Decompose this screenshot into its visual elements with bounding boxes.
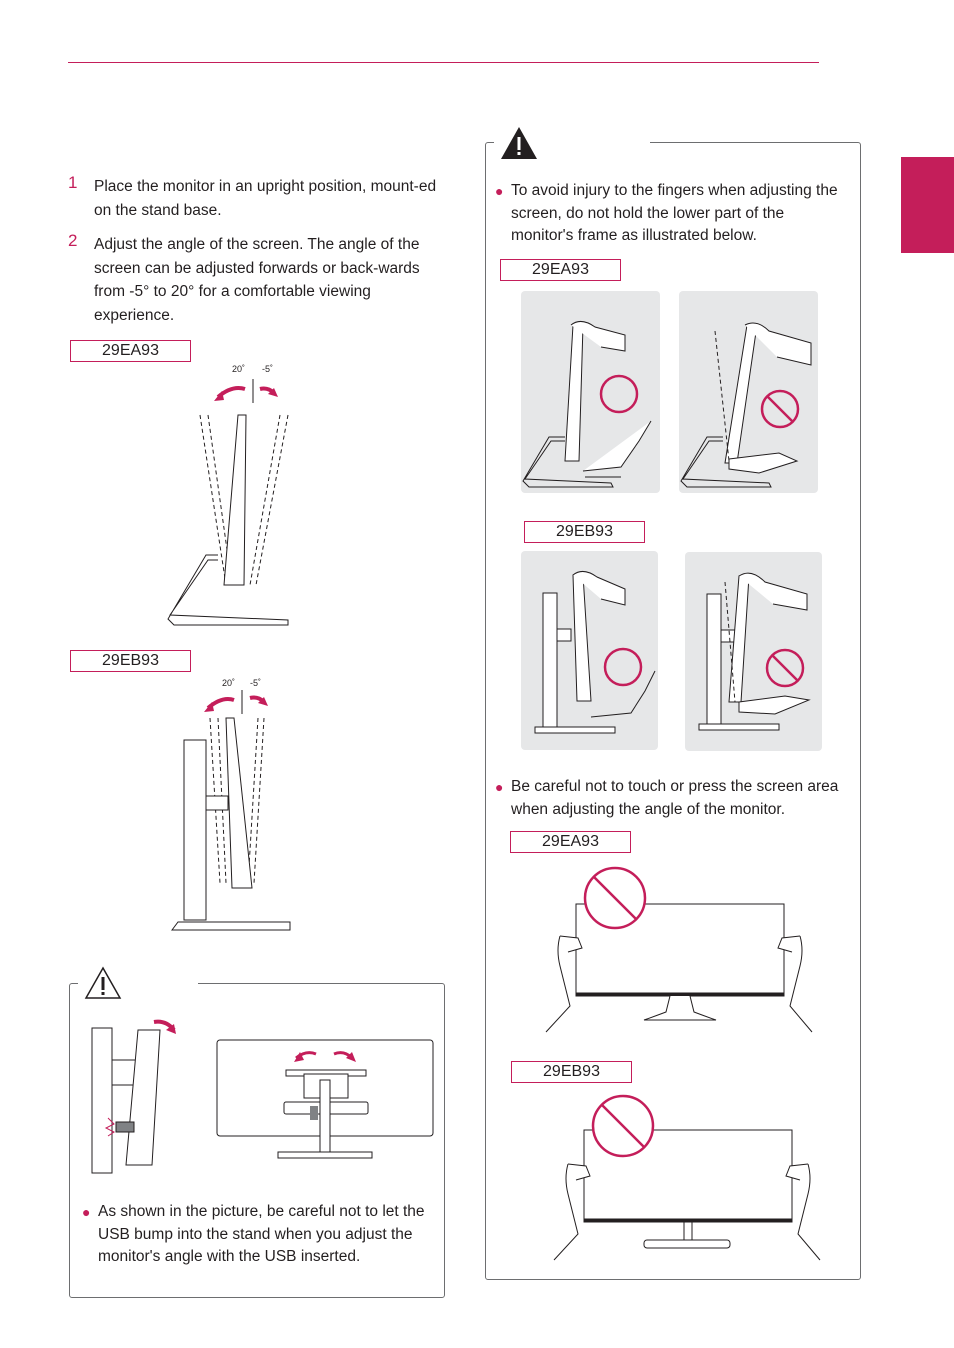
front-press-29ea93-illustration (540, 866, 820, 1036)
model-label-29eb93-right: 29EB93 (524, 521, 645, 543)
model-label-29ea93: 29EA93 (70, 340, 191, 362)
tilt-illustration-29eb93 (170, 688, 300, 933)
wrong-grip-29eb93-panel (685, 552, 822, 751)
correct-grip-29eb93-illustration (521, 551, 658, 750)
ok-circle-icon (605, 649, 641, 685)
model-label-29eb93: 29EB93 (70, 650, 191, 672)
wrong-grip-29eb93-illustration (685, 552, 822, 751)
usb-bump-side-illustration (86, 1020, 186, 1175)
step-text: Adjust the angle of the screen. The angle of the screen can be adjusted forwards or back-wards from -5° to 20° for a comfortable viewing experience. (94, 236, 420, 324)
step-text: Place the monitor in an upright position, mount-ed on the stand base. (94, 178, 437, 219)
warning-bullet-fingers: ● To avoid injury to the fingers when adjusting the screen, do not hold the lower part of the monitor's frame as illustrated below. (495, 182, 838, 244)
model-label-29ea93-right-2: 29EA93 (510, 831, 631, 853)
step-number: 2 (68, 231, 78, 250)
header-rule (68, 62, 819, 63)
model-label-29eb93-right-2: 29EB93 (511, 1061, 632, 1083)
ok-circle-icon (601, 376, 637, 412)
section-tab (901, 157, 954, 253)
usb-bump-back-illustration (216, 1040, 436, 1160)
angle-forward-label: 20˚ (232, 364, 246, 374)
step-1 (68, 175, 448, 222)
wrong-grip-29ea93-illustration (679, 291, 818, 493)
correct-grip-29ea93-illustration (521, 291, 660, 493)
step-number: 1 (68, 173, 78, 192)
angle-back-label: -5˚ (262, 364, 273, 374)
caution-bullet: ● As shown in the picture, be careful not to let the USB bump into the stand when you adjust the monitor's angle with the USB inserted. (82, 1203, 425, 1265)
wrong-grip-29ea93-panel (679, 291, 818, 493)
correct-grip-29eb93-panel (521, 551, 658, 750)
correct-grip-29ea93-panel (521, 291, 660, 493)
step-2 (68, 233, 448, 327)
warning-bullet-screen: ● Be careful not to touch or press the screen area when adjusting the angle of the monitor. (495, 778, 839, 818)
tilt-illustration-29ea93 (160, 375, 300, 630)
angle-forward-label-2: 20˚ (222, 678, 236, 688)
front-press-29eb93-illustration (550, 1094, 830, 1264)
caution-icon (84, 966, 122, 1000)
angle-back-label-2: -5˚ (250, 678, 261, 688)
warning-icon (500, 126, 538, 160)
model-label-29ea93-right: 29EA93 (500, 259, 621, 281)
